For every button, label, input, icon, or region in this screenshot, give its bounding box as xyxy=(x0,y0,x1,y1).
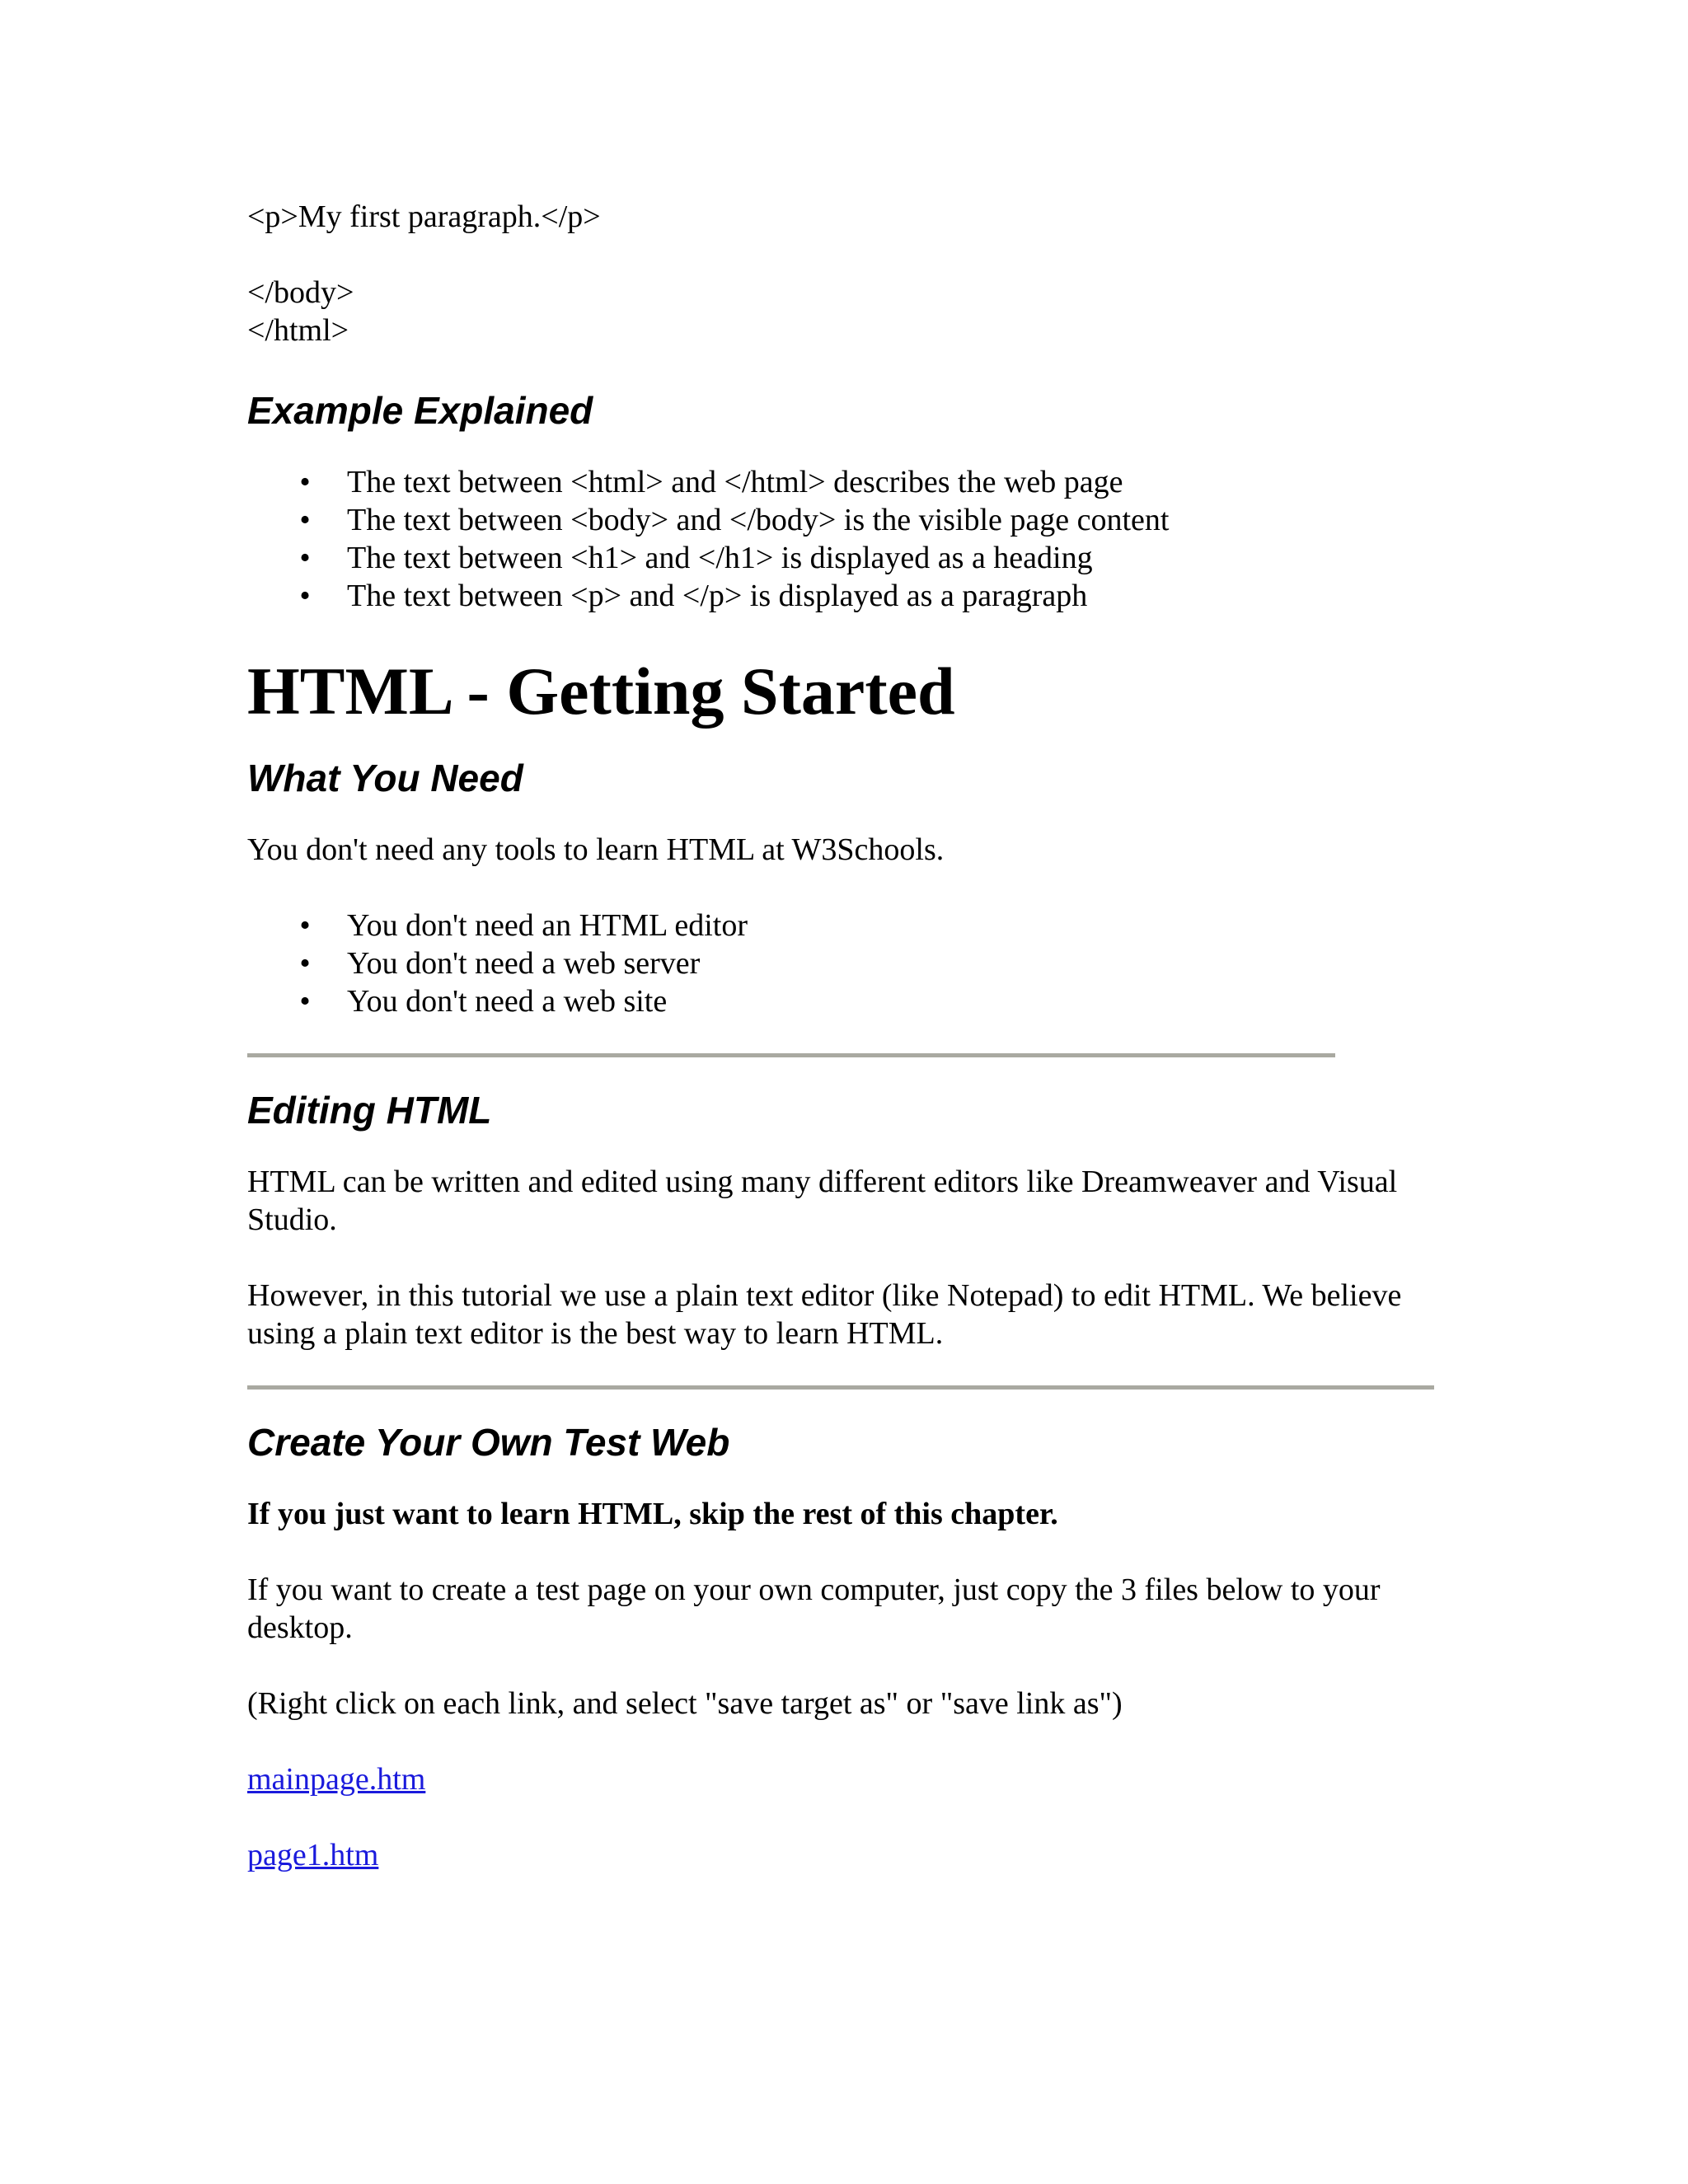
list-item: • You don't need an HTML editor xyxy=(247,907,1451,944)
test-web-paragraph: If you want to create a test page on your own computer, just copy the 3 files below to your desktop. xyxy=(247,1572,1381,1645)
bullet-icon: • xyxy=(299,984,311,1019)
section-divider xyxy=(247,1385,1434,1390)
example-explained-heading: Example Explained xyxy=(247,389,593,432)
what-you-need-intro: You don't need any tools to learn HTML at W3Schools. xyxy=(247,832,945,867)
what-you-need-list xyxy=(247,907,1451,1020)
link-paragraph xyxy=(247,1836,1451,1874)
code-line-paragraph: <p>My first paragraph.</p> xyxy=(247,199,601,234)
section-divider xyxy=(247,1053,1335,1057)
bullet-icon: • xyxy=(299,503,311,537)
bullet-icon: • xyxy=(299,579,311,613)
list-item: • You don't need a web site xyxy=(247,982,1451,1020)
test-web-heading: Create Your Own Test Web xyxy=(247,1421,730,1464)
code-line-html-close: </html> xyxy=(247,313,349,348)
editing-html-paragraph: HTML can be written and edited using many different editors like Dreamweaver and Visual Studio. xyxy=(247,1165,1398,1237)
what-you-need-heading: What You Need xyxy=(247,757,523,799)
bullet-icon: • xyxy=(299,465,311,499)
bullet-icon: • xyxy=(299,541,311,575)
mainpage-link[interactable]: mainpage.htm xyxy=(247,1762,426,1797)
editing-html-paragraph-notepad: However, in this tutorial we use a plain text editor (like Notepad) to edit HTML. We believe using a plain text editor is the best way to learn HTML. xyxy=(247,1278,1402,1351)
code-snippet xyxy=(247,198,1451,349)
bullet-icon: • xyxy=(299,946,311,981)
list-item: • The text between <h1> and </h1> is displayed as a heading xyxy=(247,539,1451,577)
list-item: • The text between <html> and </html> describes the web page xyxy=(247,463,1451,501)
bullet-icon: • xyxy=(299,908,311,943)
right-click-instruction: (Right click on each link, and select "save target as" or "save link as") xyxy=(247,1686,1123,1721)
editing-html-heading: Editing HTML xyxy=(247,1089,492,1132)
list-item: • The text between <p> and </p> is displayed as a paragraph xyxy=(247,577,1451,615)
list-item: • You don't need a web server xyxy=(247,944,1451,982)
list-item: • The text between <body> and </body> is the visible page content xyxy=(247,501,1451,539)
code-blank-line xyxy=(247,236,1451,274)
page-content xyxy=(247,198,1451,1912)
skip-note: If you just want to learn HTML, skip the rest of this chapter. xyxy=(247,1497,1058,1531)
page-title: HTML - Getting Started xyxy=(247,654,955,729)
code-line-body-close: </body> xyxy=(247,275,354,310)
page1-link[interactable]: page1.htm xyxy=(247,1838,379,1872)
link-paragraph xyxy=(247,1760,1451,1798)
example-explained-list xyxy=(247,463,1451,615)
